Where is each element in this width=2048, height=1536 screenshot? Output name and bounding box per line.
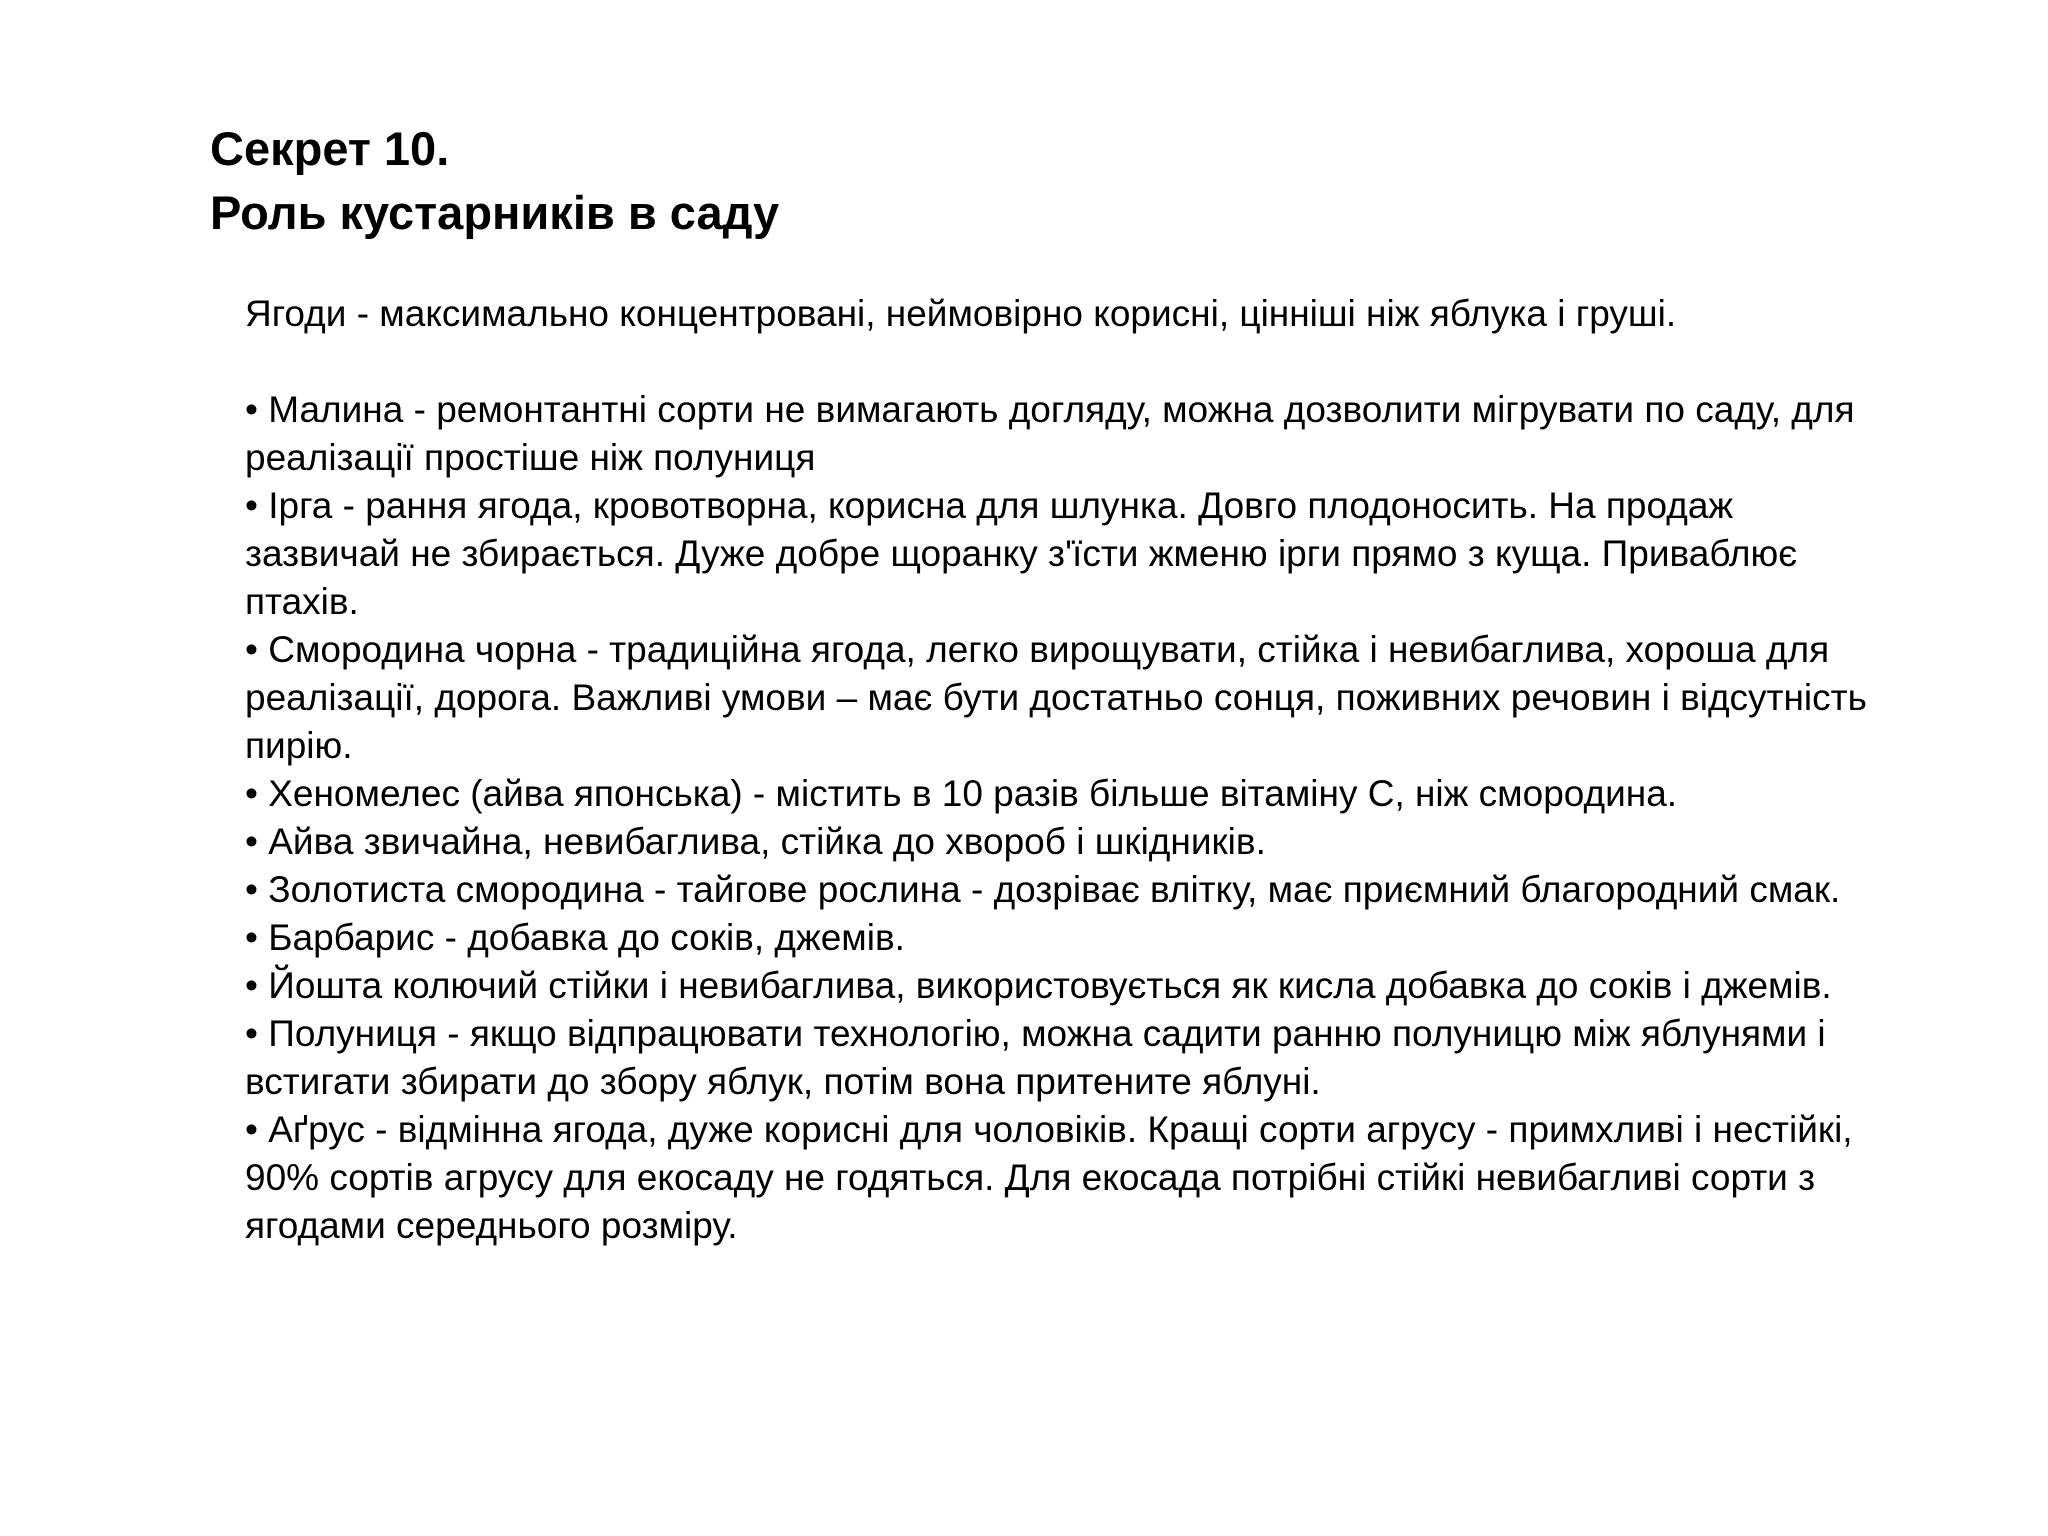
list-item: • Йошта колючий стійки і невибаглива, використовується як кисла добавка до соків і джемів.: [245, 965, 1832, 1006]
title-line-1: Секрет 10.: [210, 122, 450, 175]
list-item: • Аґрус - відмінна ягода, дуже корисні для чоловіків. Кращі сорти агрусу - примхливі і нестійкі, 90% сортів агрусу для екосаду не годяться. Для екосада потрібні стійкі невибагливі сорти з ягодами середнього розміру.: [245, 1109, 1853, 1246]
berry-list: [245, 386, 1875, 1250]
list-item: • Айва звичайна, невибаглива, стійка до хвороб і шкідників.: [245, 821, 1266, 862]
list-item: • Смородина чорна - традиційна ягода, легко вирощувати, стійка і невибаглива, хороша для реалізації, дорога. Важливі умови – має бути достатньо сонця, поживних речовин і відсутність пирію.: [245, 629, 1867, 766]
slide-body: [245, 290, 1875, 1250]
intro-paragraph: Ягоди - максимально концентровані, неймовірно корисні, цінніші ніж яблука і груші.: [245, 293, 1677, 334]
slide-title: [210, 117, 1910, 245]
list-item: • Полуниця - якщо відпрацювати технологію, можна садити ранню полуницю між яблунями і встигати збирати до збору яблук, потім вона притените яблуні.: [245, 1013, 1826, 1102]
list-item: • Ірга - рання ягода, кровотворна, корисна для шлунка. Довго плодоносить. На продаж зазвичай не збирається. Дуже добре щоранку з'їсти жменю ірги прямо з куща. Приваблює птахів.: [245, 485, 1798, 622]
list-item: • Малина - ремонтантні сорти не вимагають догляду, можна дозволити мігрувати по саду, для реалізації простіше ніж полуниця: [245, 389, 1855, 478]
list-item: • Барбарис - добавка до соків, джемів.: [245, 917, 905, 958]
list-item: • Хеномелес (айва японська) - містить в 10 разів більше вітаміну С, ніж смородина.: [245, 773, 1678, 814]
title-line-2: Роль кустарників в саду: [210, 186, 780, 239]
list-item: • Золотиста смородина - тайгове рослина - дозріває влітку, має приємний благородний смак.: [245, 869, 1841, 910]
